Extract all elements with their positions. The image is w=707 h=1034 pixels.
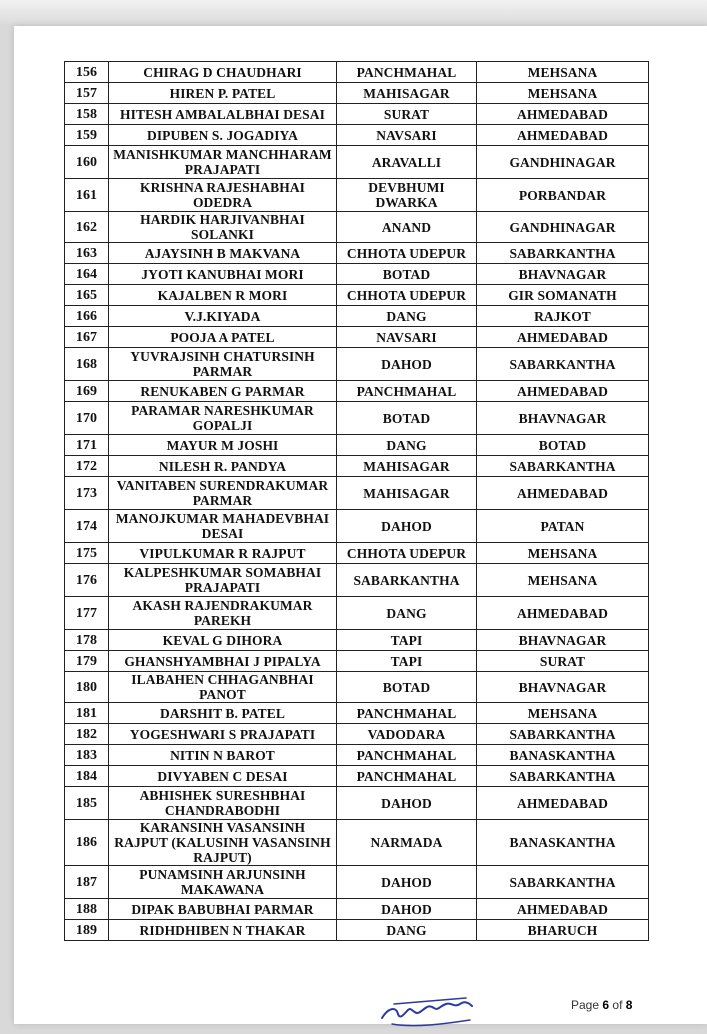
table-row: [65, 597, 649, 630]
row-district: DAHOD: [337, 348, 477, 381]
table-row: [65, 104, 649, 125]
row-number: 164: [65, 264, 109, 285]
row-number: 180: [65, 672, 109, 703]
page-label: Page: [571, 998, 600, 1012]
table-row: [65, 212, 649, 243]
row-number: 163: [65, 243, 109, 264]
row-number: 179: [65, 651, 109, 672]
row-number: 181: [65, 703, 109, 724]
row-district: DAHOD: [337, 866, 477, 899]
table-row: [65, 264, 649, 285]
row-district: SURAT: [337, 104, 477, 125]
row-number: 156: [65, 62, 109, 83]
row-district: DANG: [337, 920, 477, 941]
row-name: KAJALBEN R MORI: [109, 285, 337, 306]
row-posting: MEHSANA: [477, 703, 649, 724]
row-district: DANG: [337, 597, 477, 630]
row-posting: MEHSANA: [477, 564, 649, 597]
table-row: [65, 477, 649, 510]
row-name: VANITABEN SURENDRAKUMAR PARMAR: [109, 477, 337, 510]
row-district: PANCHMAHAL: [337, 381, 477, 402]
row-number: 166: [65, 306, 109, 327]
table-row: [65, 306, 649, 327]
table-row: [65, 510, 649, 543]
row-posting: SABARKANTHA: [477, 866, 649, 899]
row-name: AJAYSINH B MAKVANA: [109, 243, 337, 264]
row-district: ANAND: [337, 212, 477, 243]
row-posting: MEHSANA: [477, 83, 649, 104]
row-district: PANCHMAHAL: [337, 62, 477, 83]
row-name: DIPUBEN S. JOGADIYA: [109, 125, 337, 146]
row-posting: SABARKANTHA: [477, 766, 649, 787]
row-posting: AHMEDABAD: [477, 899, 649, 920]
row-district: NAVSARI: [337, 125, 477, 146]
row-district: MAHISAGAR: [337, 477, 477, 510]
row-name: RENUKABEN G PARMAR: [109, 381, 337, 402]
row-name: ILABAHEN CHHAGANBHAI PANOT: [109, 672, 337, 703]
row-number: 165: [65, 285, 109, 306]
table-row: [65, 820, 649, 866]
row-district: CHHOTA UDEPUR: [337, 243, 477, 264]
row-district: DAHOD: [337, 787, 477, 820]
row-posting: BHAVNAGAR: [477, 264, 649, 285]
row-number: 182: [65, 724, 109, 745]
row-posting: AHMEDABAD: [477, 381, 649, 402]
row-name: ABHISHEK SURESHBHAI CHANDRABODHI: [109, 787, 337, 820]
row-name: MANISHKUMAR MANCHHARAM PRAJAPATI: [109, 146, 337, 179]
row-district: MAHISAGAR: [337, 83, 477, 104]
row-name: JYOTI KANUBHAI MORI: [109, 264, 337, 285]
row-posting: BANASKANTHA: [477, 745, 649, 766]
row-number: 186: [65, 820, 109, 866]
table-row: [65, 899, 649, 920]
row-name: MANOJKUMAR MAHADEVBHAI DESAI: [109, 510, 337, 543]
row-district: BOTAD: [337, 402, 477, 435]
roster-table: [64, 61, 649, 941]
row-posting: BHAVNAGAR: [477, 630, 649, 651]
row-district: TAPI: [337, 651, 477, 672]
row-name: NILESH R. PANDYA: [109, 456, 337, 477]
row-district: MAHISAGAR: [337, 456, 477, 477]
row-district: DAHOD: [337, 899, 477, 920]
table-row: [65, 564, 649, 597]
row-name: DIPAK BABUBHAI PARMAR: [109, 899, 337, 920]
row-posting: GIR SOMANATH: [477, 285, 649, 306]
row-number: 159: [65, 125, 109, 146]
row-district: BOTAD: [337, 264, 477, 285]
row-name: NITIN N BAROT: [109, 745, 337, 766]
table-row: [65, 745, 649, 766]
row-district: ARAVALLI: [337, 146, 477, 179]
row-name: KARANSINH VASANSINH RAJPUT (KALUSINH VASANSINH RAJPUT): [109, 820, 337, 866]
row-number: 168: [65, 348, 109, 381]
row-district: CHHOTA UDEPUR: [337, 543, 477, 564]
row-name: V.J.KIYADA: [109, 306, 337, 327]
table-row: [65, 179, 649, 212]
page-footer: [571, 998, 632, 1012]
row-posting: AHMEDABAD: [477, 787, 649, 820]
row-name: HIREN P. PATEL: [109, 83, 337, 104]
row-number: 178: [65, 630, 109, 651]
row-number: 188: [65, 899, 109, 920]
row-name: HITESH AMBALALBHAI DESAI: [109, 104, 337, 125]
row-number: 170: [65, 402, 109, 435]
table-row: [65, 327, 649, 348]
row-number: 160: [65, 146, 109, 179]
row-posting: RAJKOT: [477, 306, 649, 327]
row-posting: SURAT: [477, 651, 649, 672]
row-district: NAVSARI: [337, 327, 477, 348]
row-name: DARSHIT B. PATEL: [109, 703, 337, 724]
table-row: [65, 348, 649, 381]
row-name: POOJA A PATEL: [109, 327, 337, 348]
row-number: 187: [65, 866, 109, 899]
row-district: SABARKANTHA: [337, 564, 477, 597]
table-row: [65, 920, 649, 941]
row-posting: BHAVNAGAR: [477, 672, 649, 703]
row-number: 184: [65, 766, 109, 787]
row-posting: PATAN: [477, 510, 649, 543]
row-posting: AHMEDABAD: [477, 477, 649, 510]
table-row: [65, 724, 649, 745]
row-name: GHANSHYAMBHAI J PIPALYA: [109, 651, 337, 672]
row-district: TAPI: [337, 630, 477, 651]
row-number: 157: [65, 83, 109, 104]
row-name: AKASH RAJENDRAKUMAR PAREKH: [109, 597, 337, 630]
row-number: 162: [65, 212, 109, 243]
row-posting: AHMEDABAD: [477, 597, 649, 630]
row-name: RIDHDHIBEN N THAKAR: [109, 920, 337, 941]
row-district: PANCHMAHAL: [337, 766, 477, 787]
row-district: DANG: [337, 306, 477, 327]
row-posting: SABARKANTHA: [477, 724, 649, 745]
row-posting: AHMEDABAD: [477, 104, 649, 125]
row-name: KEVAL G DIHORA: [109, 630, 337, 651]
row-number: 189: [65, 920, 109, 941]
table-row: [65, 456, 649, 477]
page-total: 8: [625, 998, 633, 1012]
signature-icon: [374, 984, 484, 1034]
row-number: 158: [65, 104, 109, 125]
row-posting: PORBANDAR: [477, 179, 649, 212]
table-row: [65, 766, 649, 787]
row-posting: BHAVNAGAR: [477, 402, 649, 435]
row-name: YUVRAJSINH CHATURSINH PARMAR: [109, 348, 337, 381]
row-name: PARAMAR NARESHKUMAR GOPALJI: [109, 402, 337, 435]
row-posting: MEHSANA: [477, 543, 649, 564]
row-name: MAYUR M JOSHI: [109, 435, 337, 456]
row-posting: SABARKANTHA: [477, 456, 649, 477]
row-number: 183: [65, 745, 109, 766]
table-row: [65, 285, 649, 306]
row-number: 167: [65, 327, 109, 348]
table-row: [65, 651, 649, 672]
row-posting: AHMEDABAD: [477, 327, 649, 348]
row-district: BOTAD: [337, 672, 477, 703]
row-posting: SABARKANTHA: [477, 348, 649, 381]
row-district: PANCHMAHAL: [337, 703, 477, 724]
row-posting: SABARKANTHA: [477, 243, 649, 264]
roster-table-body: [65, 62, 649, 941]
table-row: [65, 543, 649, 564]
row-posting: GANDHINAGAR: [477, 146, 649, 179]
row-number: 177: [65, 597, 109, 630]
row-name: CHIRAG D CHAUDHARI: [109, 62, 337, 83]
row-name: KALPESHKUMAR SOMABHAI PRAJAPATI: [109, 564, 337, 597]
row-number: 173: [65, 477, 109, 510]
row-posting: BOTAD: [477, 435, 649, 456]
row-number: 171: [65, 435, 109, 456]
table-row: [65, 787, 649, 820]
row-posting: GANDHINAGAR: [477, 212, 649, 243]
document-page: [14, 26, 707, 1024]
table-row: [65, 402, 649, 435]
row-number: 176: [65, 564, 109, 597]
row-number: 169: [65, 381, 109, 402]
table-row: [65, 243, 649, 264]
row-district: DAHOD: [337, 510, 477, 543]
row-number: 172: [65, 456, 109, 477]
row-number: 161: [65, 179, 109, 212]
row-name: VIPULKUMAR R RAJPUT: [109, 543, 337, 564]
table-row: [65, 435, 649, 456]
table-row: [65, 630, 649, 651]
row-posting: BHARUCH: [477, 920, 649, 941]
row-posting: BANASKANTHA: [477, 820, 649, 866]
table-row: [65, 83, 649, 104]
row-number: 175: [65, 543, 109, 564]
row-posting: MEHSANA: [477, 62, 649, 83]
row-district: DANG: [337, 435, 477, 456]
page-of: of: [612, 998, 623, 1012]
table-row: [65, 125, 649, 146]
table-row: [65, 866, 649, 899]
viewer-top-strip: [0, 0, 707, 24]
row-name: PUNAMSINH ARJUNSINH MAKAWANA: [109, 866, 337, 899]
row-name: HARDIK HARJIVANBHAI SOLANKI: [109, 212, 337, 243]
row-district: CHHOTA UDEPUR: [337, 285, 477, 306]
table-row: [65, 146, 649, 179]
table-row: [65, 703, 649, 724]
row-name: DIVYABEN C DESAI: [109, 766, 337, 787]
row-number: 185: [65, 787, 109, 820]
row-name: YOGESHWARI S PRAJAPATI: [109, 724, 337, 745]
row-district: DEVBHUMI DWARKA: [337, 179, 477, 212]
row-district: NARMADA: [337, 820, 477, 866]
page-current: 6: [602, 998, 610, 1012]
row-district: PANCHMAHAL: [337, 745, 477, 766]
row-posting: AHMEDABAD: [477, 125, 649, 146]
row-district: VADODARA: [337, 724, 477, 745]
table-row: [65, 62, 649, 83]
row-name: KRISHNA RAJESHABHAI ODEDRA: [109, 179, 337, 212]
row-number: 174: [65, 510, 109, 543]
table-row: [65, 672, 649, 703]
table-row: [65, 381, 649, 402]
